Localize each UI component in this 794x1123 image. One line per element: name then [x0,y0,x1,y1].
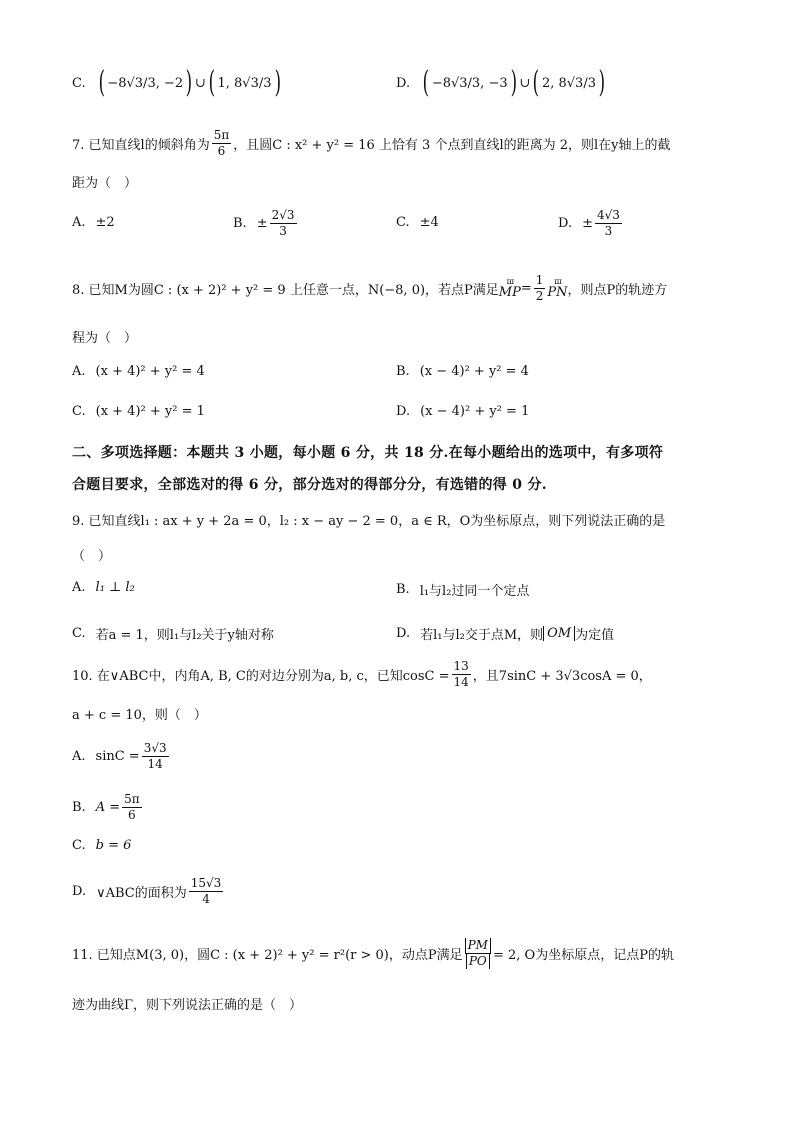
q8-option-b [396,364,529,379]
fraction-denominator: 3 [604,224,613,238]
option-value: (x − 4)² + y² = 4 [419,364,529,379]
q8-stem-text: 程为（ ） [72,331,138,346]
q7-stem-text: ，且圆C : x² + y² = 16 上恰有 3 个点到直线l的距离为 2，则l在y轴上的截 [233,138,671,153]
option-sign: ± [256,216,268,231]
vector-pn [547,278,567,300]
option-label: C. [396,215,410,230]
fraction-denominator: 14 [147,757,163,771]
fraction [212,128,232,159]
option-label: B. [72,800,86,815]
option-value: (x + 4)² + y² = 1 [95,404,205,419]
fraction-numerator: 15√3 [190,876,222,890]
q8-option-d [396,404,529,419]
option-value: ∨ABC的面积为 [96,886,187,901]
fraction-numerator: 4√3 [597,208,620,222]
q7-stem-text: 7. 已知直线l的倾斜角为 [72,138,210,153]
open-paren: ( [532,65,540,100]
q11-stem-text: 迹为曲线Γ，则下列说法正确的是（ ） [72,998,303,1013]
option-label: D. [558,216,573,231]
open-paren: ( [98,65,105,100]
option-label: D. [72,884,87,899]
absolute-value: OM [543,626,575,641]
q10-option-d [72,876,225,907]
vector-arrow-icon: ш [506,276,514,286]
q7-option-d [558,208,624,239]
option-label: C. [72,838,86,853]
option-sign: ± [582,216,593,231]
q10-option-b [72,792,144,823]
interval-1: −8√3/3, −3 [431,75,508,91]
fraction [595,208,622,239]
option-label: B. [396,364,410,379]
q9-option-b [396,580,529,599]
fraction-numerator: 5π [213,128,230,142]
q10-stem-text: 10. 在∨ABC中，内角A, B, C的对边分别为a, b, c，已知cosC = [72,669,450,684]
option-value: l₁ ⊥ l₂ [95,580,135,595]
fraction-numerator: PM [465,938,491,954]
q10-stem-text: ，且7sinC + 3√3cosA = 0， [472,669,652,684]
vector-arrow-icon: ш [554,276,561,286]
option-label: D. [396,626,411,641]
close-paren: ) [510,65,517,100]
union-symbol: ∪ [194,75,206,91]
q7-option-b [233,208,299,239]
section-heading-line2: 合题目要求，全部选对的得 6 分，部分选对的得部分分，有选错的得 0 分. [72,477,547,493]
q10-option-c [72,838,131,853]
q10-option-a [72,741,171,772]
fraction-denominator: 6 [217,144,226,158]
q9-stem-line1 [72,510,665,529]
open-paren: ( [422,65,430,100]
option-label: B. [396,582,410,597]
open-paren: ( [208,65,215,100]
union-symbol: ∪ [519,75,531,91]
q11-stem-text: = 2, O为坐标原点，记点P的轨 [492,948,674,963]
option-label: C. [72,404,86,419]
option-value: A = [95,800,121,815]
option-label: A. [72,580,86,595]
close-paren: ) [598,65,606,100]
q8-stem-text: ，则点P的轨迹方 [567,283,668,298]
option-label: D. [396,404,411,419]
option-value: 为定值 [575,628,615,643]
ratio-fraction [465,938,491,969]
close-paren: ) [185,65,193,100]
fraction [189,876,224,907]
option-value: ±4 [419,215,439,230]
fraction-denominator: 3 [279,224,287,238]
q8-stem-line1 [72,273,667,304]
option-value: (x + 4)² + y² = 4 [95,364,205,379]
q9-option-c [72,624,274,643]
equals-sign: = [520,281,532,296]
fraction [452,659,471,690]
option-value: ±2 [95,215,115,230]
q11-stem-line1 [72,938,674,969]
q9-stem-line2 [72,545,111,564]
fraction-denominator: PO [466,954,490,969]
fraction [270,208,297,239]
q8-option-c [72,404,205,419]
q8-stem-text: 8. 已知M为圆C : (x + 2)² + y² = 9 上任意一点，N(−8, 0)，若点P满足 [72,283,499,298]
q7-stem-line2 [72,172,137,191]
fraction-numerator: 2√3 [271,208,295,222]
fraction [534,273,546,304]
fraction-denominator: 6 [128,808,136,822]
option-label: A. [72,749,86,764]
fraction-numerator: 1 [535,273,544,287]
fraction-numerator: 13 [453,659,469,673]
q8-stem-line2 [72,327,137,346]
close-paren: ) [274,65,281,100]
interval-1: −8√3/3, −2 [107,75,184,91]
fraction-denominator: 4 [202,892,210,906]
section-heading-line1: 二、多项选择题：本题共 3 小题，每小题 6 分，共 18 分.在每小题给出的选项中，有多项符 [72,445,664,461]
vector-label: MP [498,284,521,300]
fraction [122,792,142,823]
q6-option-c [72,65,283,100]
option-value: (x − 4)² + y² = 1 [420,404,530,419]
fraction-numerator: 3√3 [143,741,167,755]
option-label: A. [72,364,86,379]
q7-stem-line1 [72,128,671,159]
option-value: b = 6 [95,838,132,853]
option-value: sinC = [95,749,140,764]
option-label: C. [72,626,86,641]
q10-stem-line2 [72,704,207,723]
option-label: C. [72,75,86,91]
q10-stem-text: a + c = 10，则（ ） [72,708,207,723]
option-value: l₁与l₂过同一个定点 [419,584,530,599]
fraction-denominator: 14 [453,675,469,689]
interval-2: 1, 8√3/3 [217,75,272,91]
option-label: D. [396,75,411,91]
option-label: B. [233,216,247,231]
q9-option-a [72,580,135,595]
vector-mp [499,278,521,300]
interval-2: 2, 8√3/3 [541,75,596,91]
option-value: 若l₁与l₂交于点M，则 [420,628,544,643]
q9-option-d [396,624,614,643]
q7-option-a [72,215,115,230]
fraction-denominator: 2 [535,289,544,303]
q7-stem-text: 距为（ ） [72,176,138,191]
q7-option-c [396,215,439,230]
q9-stem-text: （ ） [72,549,112,564]
q6-option-d [396,65,608,100]
q11-stem-line2 [72,994,302,1013]
option-label: A. [72,215,86,230]
q9-stem-text: 9. 已知直线l₁ : ax + y + 2a = 0，l₂ : x − ay − 2 = 0，a ∈ R，O为坐标原点，则下列说法正确的是 [72,514,666,529]
q8-option-a [72,364,205,379]
vector-label: PN [547,284,568,300]
fraction [142,741,169,772]
q10-stem-line1 [72,659,652,690]
q11-stem-text: 11. 已知点M(3, 0)，圆C : (x + 2)² + y² = r²(r > 0)，动点P满足 [72,948,463,963]
option-value: 若a = 1，则l₁与l₂关于y轴对称 [95,628,274,643]
fraction-numerator: 5π [124,792,140,806]
